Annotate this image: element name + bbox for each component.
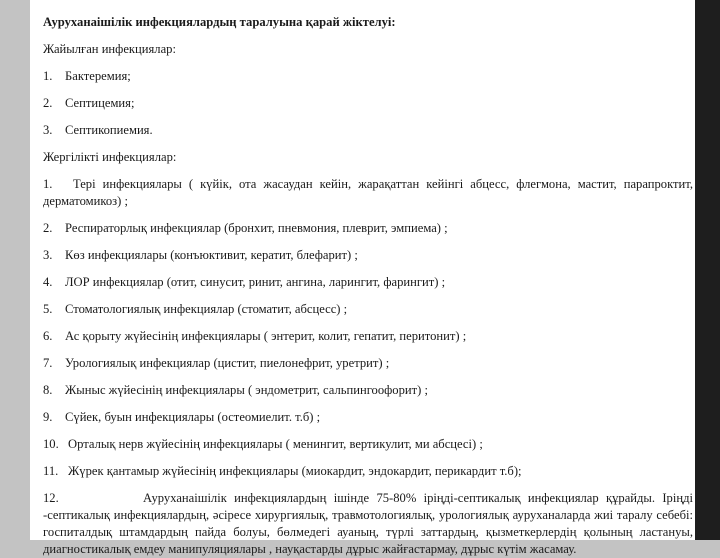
list-text: Стоматологиялық инфекциялар (стоматит, абсцесс) ; (65, 302, 348, 316)
list-text: Жүрек қантамыр жүйесінің инфекциялары (миокардит, эндокардит, перикардит т.б); (68, 464, 522, 478)
list-number: 1. (43, 177, 53, 191)
list-number: 12. (43, 491, 59, 505)
list-text: Респираторлық инфекциялар (бронхит, пневмония, плеврит, эмпиема) ; (65, 221, 448, 235)
list-item (43, 220, 693, 237)
list-item (43, 463, 693, 480)
list-text: Ас қорыту жүйесінің инфекциялары ( энтерит, колит, гепатит, перитонит) ; (65, 329, 467, 343)
list-number: 10. (43, 437, 59, 451)
list-item (43, 122, 693, 139)
list-number: 9. (43, 410, 53, 424)
list-item (43, 490, 693, 558)
list-text: Сүйек, буын инфекциялары (остеомиелит. т.б) ; (65, 410, 321, 424)
list-item (43, 382, 693, 399)
list-text: Бактеремия; (65, 69, 131, 83)
list-number: 4. (43, 275, 53, 289)
list-text: Септицемия; (65, 96, 135, 110)
generalized-heading: Жайылған инфекциялар: (43, 42, 176, 56)
list-number: 5. (43, 302, 53, 316)
list-number: 3. (43, 248, 53, 262)
list-item (43, 95, 693, 112)
list-item (43, 328, 693, 345)
list-text: Урологиялық инфекциялар (цистит, пиелонефрит, уретрит) ; (65, 356, 390, 370)
list-number: 3. (43, 123, 53, 137)
list-item (43, 176, 693, 210)
list-number: 2. (43, 96, 53, 110)
list-number: 6. (43, 329, 53, 343)
list-item (43, 409, 693, 426)
list-text: Септикопиемия. (65, 123, 153, 137)
list-item (43, 301, 693, 318)
list-text: Жыныс жүйесінің инфекциялары ( эндометрит, сальпингоофорит) ; (65, 383, 428, 397)
list-number: 2. (43, 221, 53, 235)
list-number: 1. (43, 69, 53, 83)
document-page (30, 0, 695, 556)
list-text: Көз инфекциялары (конъюктивит, кератит, блефарит) ; (65, 248, 358, 262)
list-number: 11. (43, 464, 59, 478)
list-number: 7. (43, 356, 53, 370)
local-heading: Жергілікті инфекциялар: (43, 150, 177, 164)
list-number: 8. (43, 383, 53, 397)
list-item (43, 355, 693, 372)
list-item (43, 247, 693, 264)
right-edge-bar (695, 0, 720, 540)
list-text: Орталық нерв жүйесінің инфекциялары ( менингит, вертикулит, ми абсцесі) ; (68, 437, 483, 451)
document-title: Ауруханаішілік инфекциялардың таралуына қарай жіктелуі: (43, 15, 396, 29)
list-item (43, 436, 693, 453)
document-content (43, 14, 693, 558)
list-item (43, 68, 693, 85)
list-item (43, 274, 693, 291)
list-text: Ауруханаішілік инфекциялардың ішінде 75-80% іріңді-септикалық инфекциялар құрайды. Іріңді -септикалық инфекциялардың, әсіресе хирургиялық, травмотологиялық, урологиялық ауруханаларда жиі таралу себебі: госпиталдық штамдардың пайда болуы, бөлмедегі ауаның, түрлі заттардың, қызметкерлердің қолының ластануы, диагностикалық емдеу манипуляциялары , науқастарды дұрыс жайғастармау, дұрыс күтім жасамау. (43, 491, 693, 556)
list-text: Тері инфекциялары ( күйік, ота жасаудан кейін, жарақаттан кейінгі абцесс, флегмона, мастит, парапроктит, дерматомикоз) ; (43, 177, 693, 208)
list-text: ЛОР инфекциялар (отит, синусит, ринит, ангина, ларингит, фарингит) ; (65, 275, 446, 289)
